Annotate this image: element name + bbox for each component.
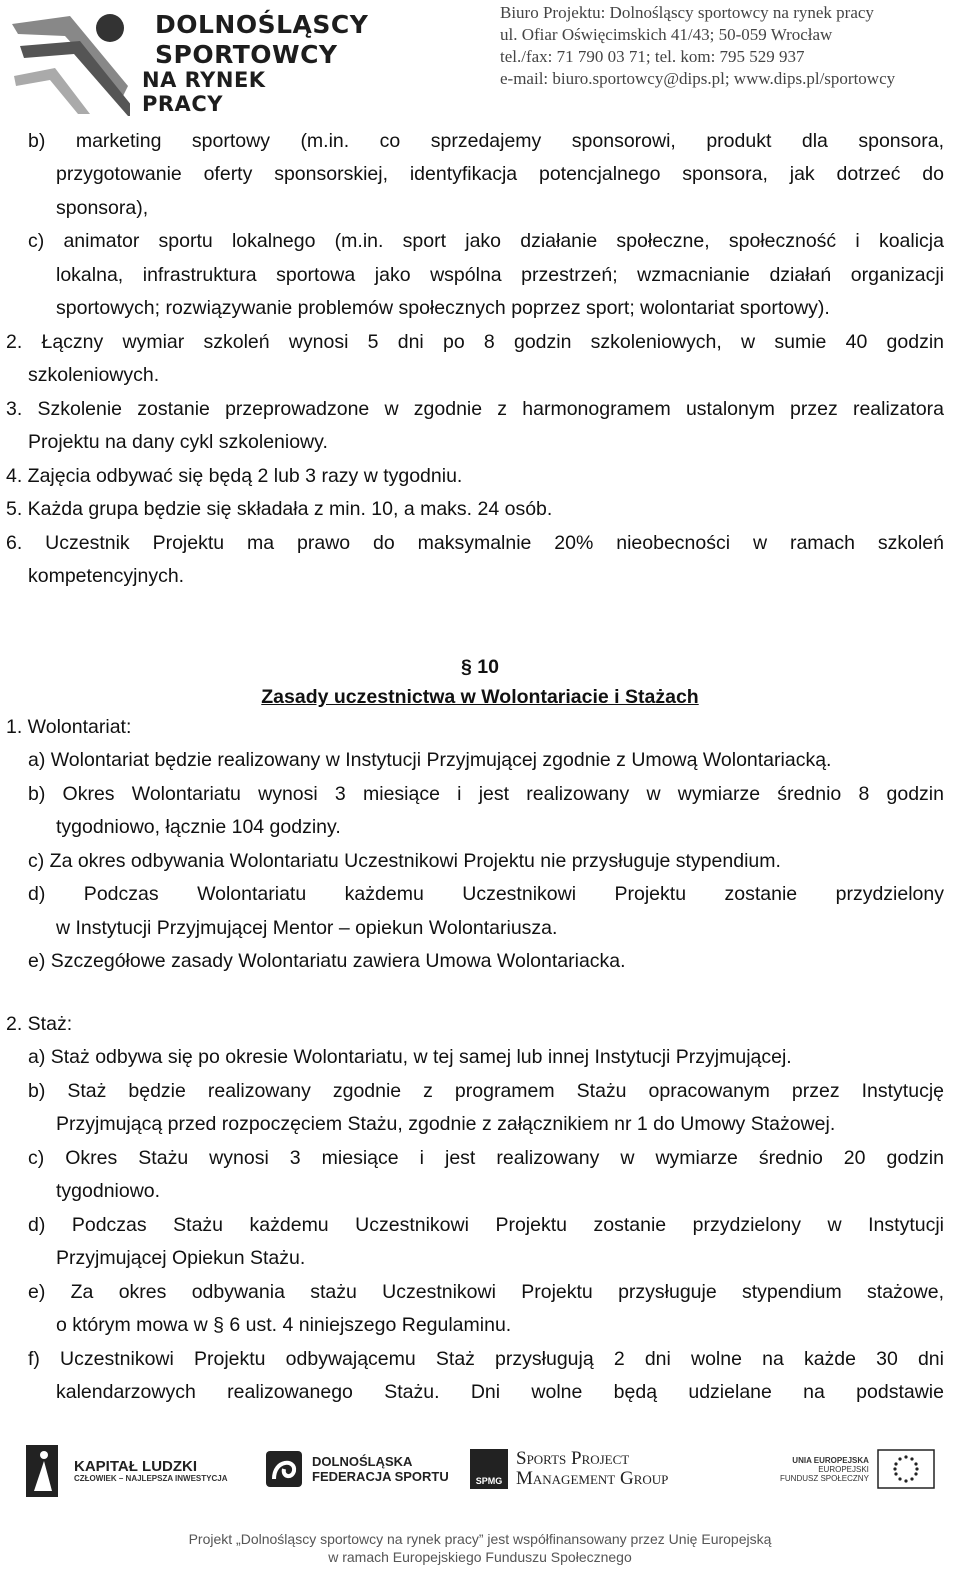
text-line: 2. Łączny wymiar szkoleń wynosi 5 dni po 8 godzin szkoleniowych, w sumie 40 godzin [6, 331, 944, 353]
text-line: b) Okres Wolontariatu wynosi 3 miesiące i jest realizowany w wymiarze średnio 8 godzin [28, 783, 944, 805]
eu-line-3: FUNDUSZ SPOŁECZNY [780, 1473, 869, 1483]
spmg-logo [470, 1449, 668, 1489]
text-line: b) marketing sportowy (m.in. co sprzedajemy sponsorowi, produkt dla sponsora, [28, 130, 944, 152]
text-line: 5. Każda grupa będzie się składała z min. 10, a maks. 24 osób. [6, 498, 553, 520]
section-number: § 10 [461, 656, 499, 678]
text-line: 2. Staż: [6, 1013, 73, 1035]
text-line: 6. Uczestnik Projektu ma prawo do maksymalnie 20% nieobecności w ramach szkoleń [6, 532, 944, 554]
text-line: tygodniowo. [56, 1180, 161, 1202]
office-contact-info [500, 2, 920, 90]
eu-flag-icon [877, 1449, 935, 1489]
text-line: tygodniowo, łącznie 104 godziny. [56, 816, 341, 838]
logo-line-3: NA RYNEK PRACY [142, 68, 266, 116]
text-line: 1. Wolontariat: [6, 716, 132, 738]
eu-logo [780, 1449, 935, 1489]
text-line: Przyjmującą przed rozpoczęciem Stażu, zgodnie z załącznikiem nr 1 do Umowy Stażowej. [56, 1113, 836, 1135]
text-line: kompetencyjnych. [28, 565, 185, 587]
eu-line-2: EUROPEJSKI [818, 1464, 869, 1474]
eu-line-1: UNIA EUROPEJSKA [792, 1455, 869, 1465]
text-line: 3. Szkolenie zostanie przeprowadzone w zgodnie z harmonogramem ustalonym przez realizatora [6, 398, 944, 420]
spmg-line-2: Management Group [516, 1468, 669, 1489]
footer-logos [0, 1435, 960, 1515]
dfs-line-1: DOLNOŚLĄSKA [312, 1454, 413, 1469]
dfs-logo [264, 1449, 449, 1489]
cofinancing-line-1: Projekt „Dolnośląscy sportowcy na rynek pracy” jest współfinansowany przez Unię Europejską [188, 1531, 772, 1547]
logo-line-2: SPORTOWCY [155, 40, 338, 69]
text-line: c) Okres Stażu wynosi 3 miesiące i jest realizowany w wymiarze średnio 20 godzin [28, 1147, 944, 1169]
text-line: w Instytucji Przyjmującej Mentor – opiekun Wolontariusza. [56, 917, 558, 939]
office-phone-line: tel./fax: 71 790 03 71; tel. kom: 795 529 937 [500, 47, 805, 66]
text-line: o którym mowa w § 6 ust. 4 niniejszego Regulaminu. [56, 1314, 512, 1336]
text-line: f) Uczestnikowi Projektu odbywającemu Staż przysługują 2 dni wolne na każde 30 dni [28, 1348, 944, 1370]
text-line: Przyjmującej Opiekun Stażu. [56, 1247, 306, 1269]
kapital-ludzki-title: KAPITAŁ LUDZKI [74, 1458, 198, 1475]
dfs-icon [264, 1449, 304, 1489]
kapital-ludzki-icon [22, 1441, 66, 1501]
text-line: e) Za okres odbywania stażu Uczestnikowi Projektu przysługuje stypendium stażowe, [28, 1281, 944, 1303]
text-line: e) Szczegółowe zasady Wolontariatu zawiera Umowa Wolontariacka. [28, 950, 626, 972]
office-info-line: Biuro Projektu: Dolnośląscy sportowcy na rynek pracy [500, 3, 874, 22]
text-line: Projektu na dany cykl szkoleniowy. [28, 431, 328, 453]
section-title: Zasady uczestnictwa w Wolontariacie i Stażach [261, 686, 699, 708]
text-line: a) Wolontariat będzie realizowany w Instytucji Przyjmującej zgodnie z Umową Wolontariacką. [28, 749, 832, 771]
text-line: przygotowanie oferty sponsorskiej, identyfikacja potencjalnego sponsora, jak dotrzeć do [56, 163, 944, 185]
spmg-line-1: Sports Project [516, 1448, 630, 1469]
runner-logo-icon [10, 6, 130, 116]
cofinancing-line-2: w ramach Europejskiego Funduszu Społecznego [328, 1549, 632, 1565]
text-line: lokalna, infrastruktura sportowa jako wspólna przestrzeń; wzmacnianie działań organizacji [56, 264, 944, 286]
kapital-ludzki-subtitle: CZŁOWIEK – NAJLEPSZA INWESTYCJA [74, 1474, 228, 1483]
kapital-ludzki-logo [22, 1441, 228, 1501]
dfs-line-2: FEDERACJA SPORTU [312, 1469, 449, 1484]
cofinancing-note [0, 1530, 960, 1566]
text-line: 4. Zajęcia odbywać się będą 2 lub 3 razy w tygodniu. [6, 465, 463, 487]
project-logo [10, 6, 369, 116]
text-line: a) Staż odbywa się po okresie Wolontariatu, w tej samej lub innej Instytucji Przyjmującej. [28, 1046, 792, 1068]
text-line: sponsora), [56, 197, 149, 219]
spmg-badge: SPMG [470, 1449, 508, 1489]
text-line: c) Za okres odbywania Wolontariatu Uczestnikowi Projektu nie przysługuje stypendium. [28, 850, 781, 872]
text-line: sportowych; rozwiązywanie problemów społecznych poprzez sport; wolontariat sportowy). [56, 297, 830, 319]
office-address-line: ul. Ofiar Oświęcimskich 41/43; 50-059 Wrocław [500, 25, 833, 44]
logo-line-1: DOLNOŚLĄSCY [155, 10, 369, 39]
text-line: c) animator sportu lokalnego (m.in. sport jako działanie społeczne, społeczność i koalicja [28, 230, 944, 252]
text-line: d) Podczas Stażu każdemu Uczestnikowi Projektu zostanie przydzielony w Instytucji [28, 1214, 944, 1236]
text-line: d) Podczas Wolontariatu każdemu Uczestnikowi Projektu zostanie przydzielony [28, 883, 944, 905]
text-line: szkoleniowych. [28, 364, 160, 386]
office-email-line: e-mail: biuro.sportowcy@dips.pl; www.dips.pl/sportowcy [500, 69, 896, 88]
text-line: b) Staż będzie realizowany zgodnie z programem Stażu opracowanym przez Instytucję [28, 1080, 944, 1102]
text-line: kalendarzowych realizowanego Stażu. Dni wolne będą udzielane na podstawie [56, 1381, 944, 1403]
